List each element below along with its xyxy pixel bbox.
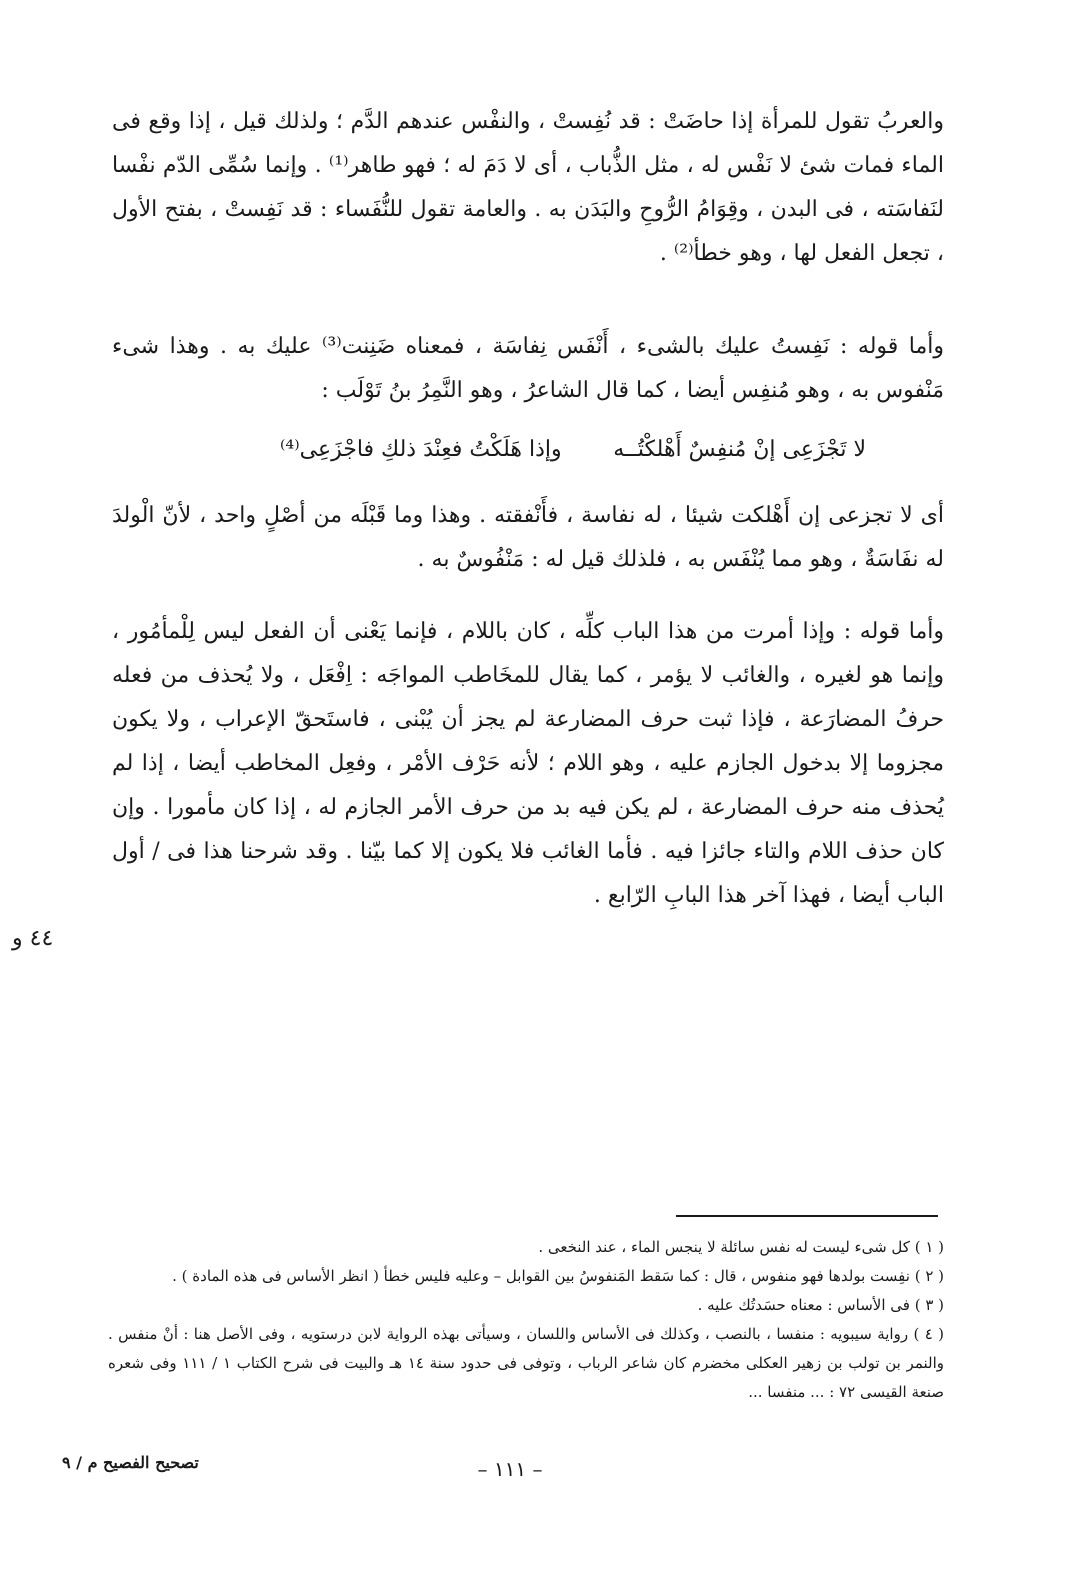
paragraph-3 [112,494,944,582]
paragraph-3-text: أى لا تجزعى إن أَهْلكت شيئا ، له نفاسة ، فأَنْفقته . وهذا وما قَبْلَه من أصْلٍ واحد ، لأنّ الْولدَ له نفَاسَةٌ ، وهو مما يُنْفَس به ، فلذلك قيل له : مَنْفُوسٌ به . [112,503,944,572]
paragraph-4-text: وأما قوله : وإذا أمرت من هذا الباب كلِّه ، كان باللام ، فإنما يَعْنى أن الفعل ليس لِلْمأمُور ، وإنما هو لغيره ، والغائب لا يؤمر ، كما يقال للمخَاطب المواجَه : اِفْعَل ، ولا يُحذف من فعله حرفُ المضارَعة ، فإذا ثبت حرف المضارعة لم يجز أن يُبْنى ، فاستَحقّ الإعراب ، ولا يكون مجزوما إلا بدخول الجازم عليه ، وهو اللام ؛ لأنه حَرْف الأمْر ، وفعِل المخاطب أيضا ، إذا لم يُحذف منه حرف المضارعة ، لم يكن فيه بد من حرف الأمر الجازم له ، إذا كان مأمورا . وإن كان حذف اللام والتاء جائزا فيه . فأما الغائب فلا يكون إلا كما بيّنا . وقد شرحنا هذا فى / أول الباب أيضا ، فهذا آخر هذا البابِ الرّابع . [112,619,945,908]
footnote-1: ( ١ ) كل شىء ليست له نفس سائلة لا ينجس الماء ، عند النخعى . [538,1238,944,1256]
poetry-verse [112,428,944,472]
footnote-2: ( ٢ ) نفِست بولدها فهو منفوس ، قال : كما سَقط المَنفوسُ بين القوابل – وعليه فليس خطأ ( انظر الأساس فى هذه المادة ) . [172,1267,944,1285]
paragraph-1-text: والعربُ تقول للمرأة إذا حاضَتْ : قد نُفِستْ ، والنفْس عندهم الدَّم ؛ ولذلك قيل ، إذا وقع فى الماء فمات شئ لا نَفْس له ، مثل الذُّباب ، أى لا دَمَ له ؛ فهو طاهر⁽¹⁾ . وإنما سُمِّى الدّم نفْسا لنَفاسَته ، فى البدن ، وقِوَامُ الرُّوحِ والبَدَن به . والعامة تقول للنُّفَساء : قد نَفِستْ ، بفتح الأول ، تجعل الفعل لها ، وهو خطأ⁽²⁾ . [112,109,944,266]
paragraph-4 [112,610,944,918]
footnote-divider [676,1215,938,1217]
footnote-4: ( ٤ ) رواية سيبويه : منفسا ، بالنصب ، وكذلك فى الأساس واللسان ، وسيأتى بهذه الرواية لابن درستويه ، وفى الأصل هنا : أنْ منفس . والنمر بن تولب بن زهير العكلى مخضرم كان شاعر الرباب ، وتوفى فى حدود سنة ١٤ هـ والبيت فى شرح الكتاب ١ / ١١١ وفى شعره صنعة القيسى ٧٢ : ... منفسا ... [108,1325,944,1401]
paragraph-2 [112,325,944,413]
page-number: – ١١١ – [477,1457,543,1481]
footnote-3: ( ٣ ) فى الأساس : معناه حسَدتُك عليه . [697,1296,944,1314]
paragraph-2-text: وأما قوله : نَفِستُ عليك بالشىء ، أَنْفَس نِفاسَة ، فمعناه ضَنِنت⁽³⁾ عليك به . وهذا شىء مَنْفوس به ، وهو مُنفِس أيضا ، كما قال الشاعرُ ، وهو النَّمِرُ بنُ تَوْلَب : [112,334,945,403]
verse-second-hemistich: وإذا هَلَكْتُ فعِنْدَ ذلكِ فاجْزَعِى⁽⁴⁾ [280,437,562,462]
footnotes [108,1233,944,1407]
paragraph-1 [112,100,944,276]
printer-signature: تصحيح الفصيح م / ٩ [62,1453,199,1472]
verse-first-hemistich: لا تَجْزَعِى إنْ مُنفِسٌ أَهْلكْتُــه [613,437,866,462]
manuscript-folio-note: ٤٤ و [12,926,54,951]
